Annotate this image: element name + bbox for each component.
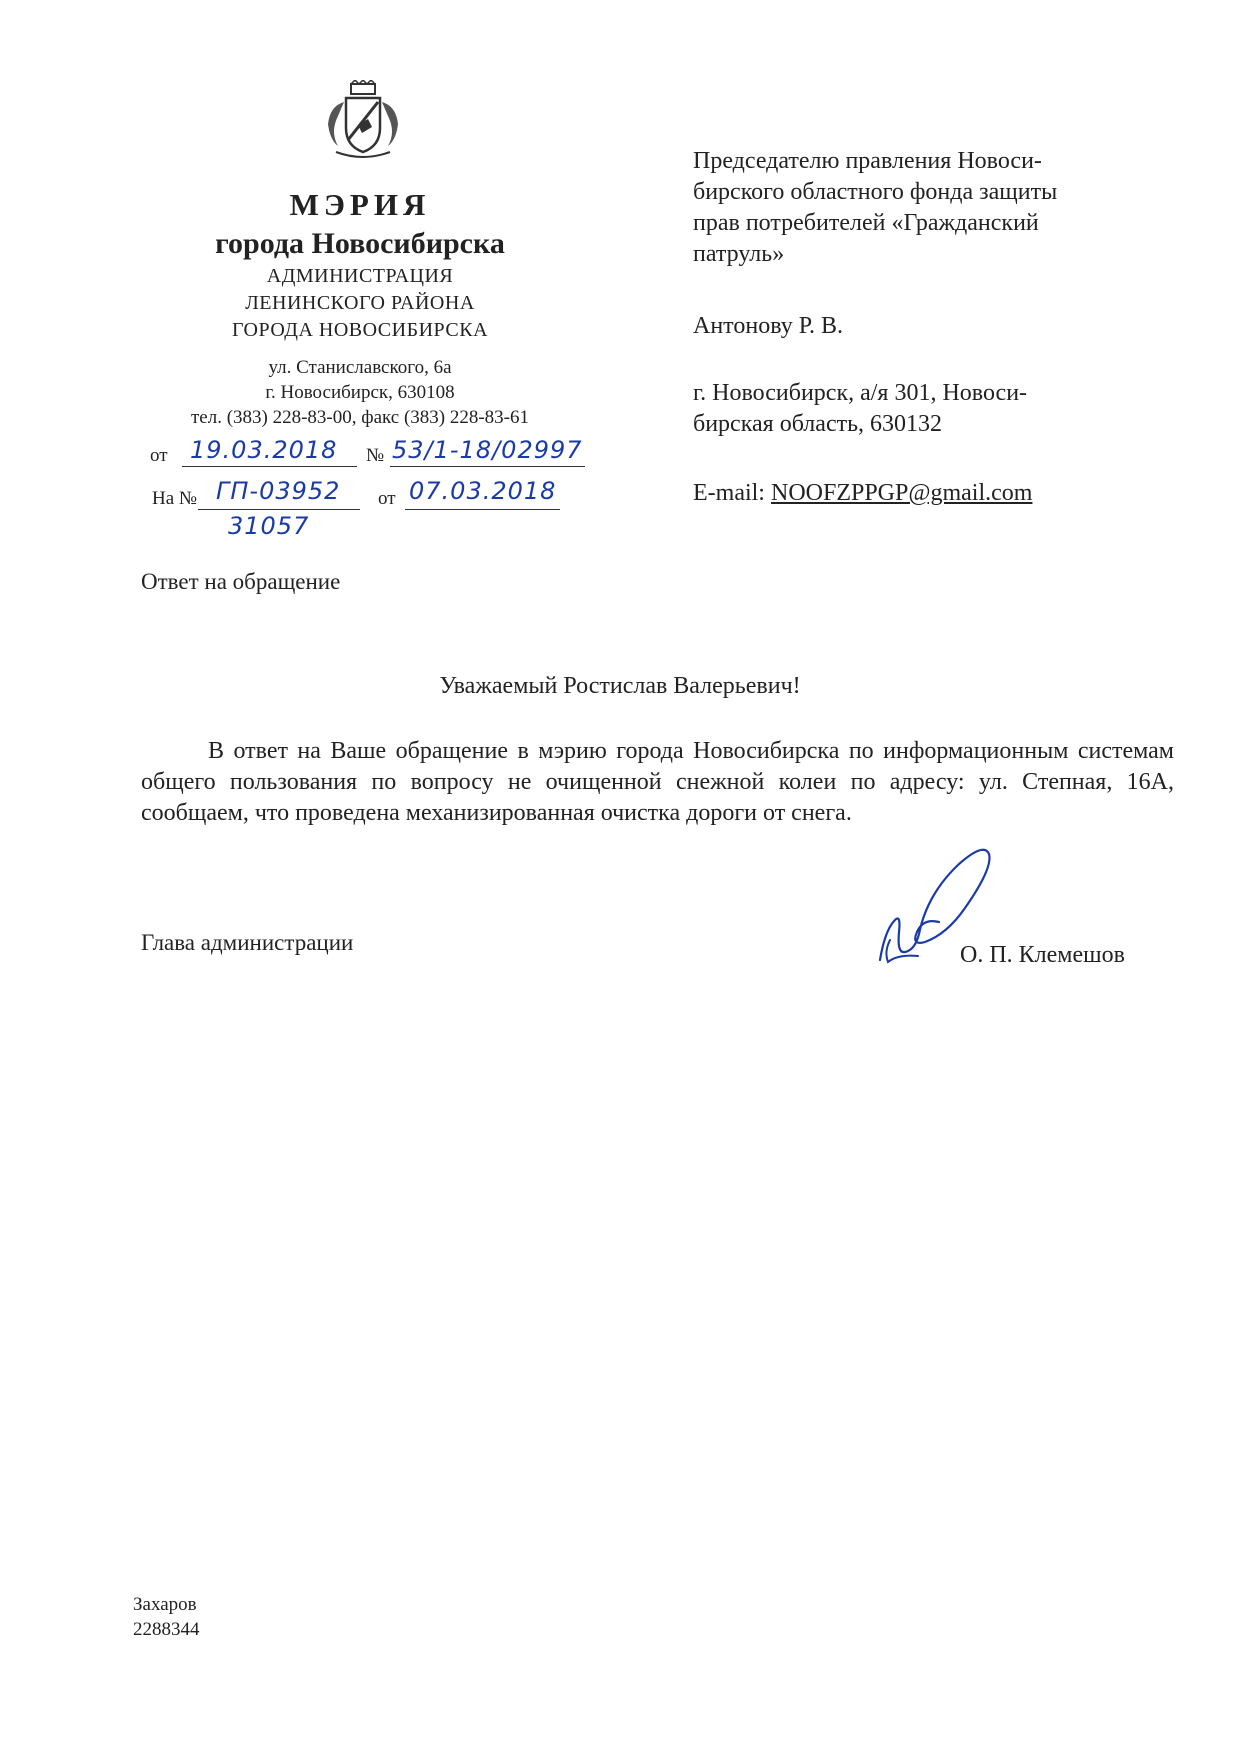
ref-date-value: 07.03.2018 <box>409 477 557 505</box>
recipient-name: Антонову Р. В. <box>693 313 844 339</box>
ref-field <box>198 477 360 510</box>
executor-phone: 2288344 <box>133 1619 200 1640</box>
recipient-line: Председателю правления Новоси- <box>693 148 1042 174</box>
org-name: МЭРИЯ <box>289 187 431 222</box>
signatory-role: Глава администрации <box>141 930 354 955</box>
address-line: ул. Станиславского, 6а <box>268 357 452 378</box>
recipient-address-line: бирская область, 630132 <box>693 411 943 437</box>
body-paragraph: В ответ на Ваше обращение в мэрию города Новосибирска по информационным системам общего пользования по вопросу не очищенной снежной колеи по адресу: ул. Степная, 16А, сообщаем, что проведена механизированная очистка дороги от снега. <box>141 738 1174 826</box>
coat-of-arms-icon <box>318 80 408 162</box>
admin-line: ЛЕНИНСКОГО РАЙОНА <box>245 292 475 314</box>
executor-name: Захаров <box>133 1594 197 1615</box>
date-label: от <box>150 445 168 466</box>
email-link[interactable]: NOOFZPPGP@gmail.com <box>770 480 1033 506</box>
date-field <box>182 438 357 467</box>
address-line: тел. (383) 228-83-00, факс (383) 228-83-61 <box>190 407 530 428</box>
recipient-email-row <box>693 478 1163 509</box>
signatory-name: О. П. Клемешов <box>960 942 1125 968</box>
admin-line: АДМИНИСТРАЦИЯ <box>266 265 454 287</box>
ref-date-label: от <box>378 488 396 509</box>
recipient-title <box>693 146 1163 270</box>
recipient-address-line: г. Новосибирск, а/я 301, Новоси- <box>693 380 1028 406</box>
email-label: E-mail: <box>693 480 765 506</box>
ref-value: ГП-03952 <box>216 477 341 505</box>
ref-value-2: 31057 <box>228 512 310 540</box>
ref-date-field <box>405 477 560 510</box>
admin-line: ГОРОДА НОВОСИБИРСКА <box>231 319 489 341</box>
greeting: Уважаемый Ростислав Валерьевич! <box>439 673 801 699</box>
executor-block <box>133 1592 200 1642</box>
number-label: № <box>366 445 385 466</box>
date-value: 19.03.2018 <box>190 436 338 464</box>
org-city: города Новосибирска <box>215 227 505 260</box>
recipient-address <box>693 378 1163 440</box>
number-field <box>390 438 585 467</box>
number-value: 53/1-18/02997 <box>392 436 583 464</box>
recipient-line: патруль» <box>693 241 785 267</box>
address-line: г. Новосибирск, 630108 <box>265 382 455 403</box>
address-block <box>140 355 580 430</box>
admin-block <box>140 263 580 344</box>
recipient-line: бирского областного фонда защиты <box>693 179 1058 205</box>
recipient-line: прав потребителей «Гражданский <box>693 210 1039 236</box>
ref-label: На № <box>152 488 198 509</box>
subject-line: Ответ на обращение <box>141 569 341 594</box>
